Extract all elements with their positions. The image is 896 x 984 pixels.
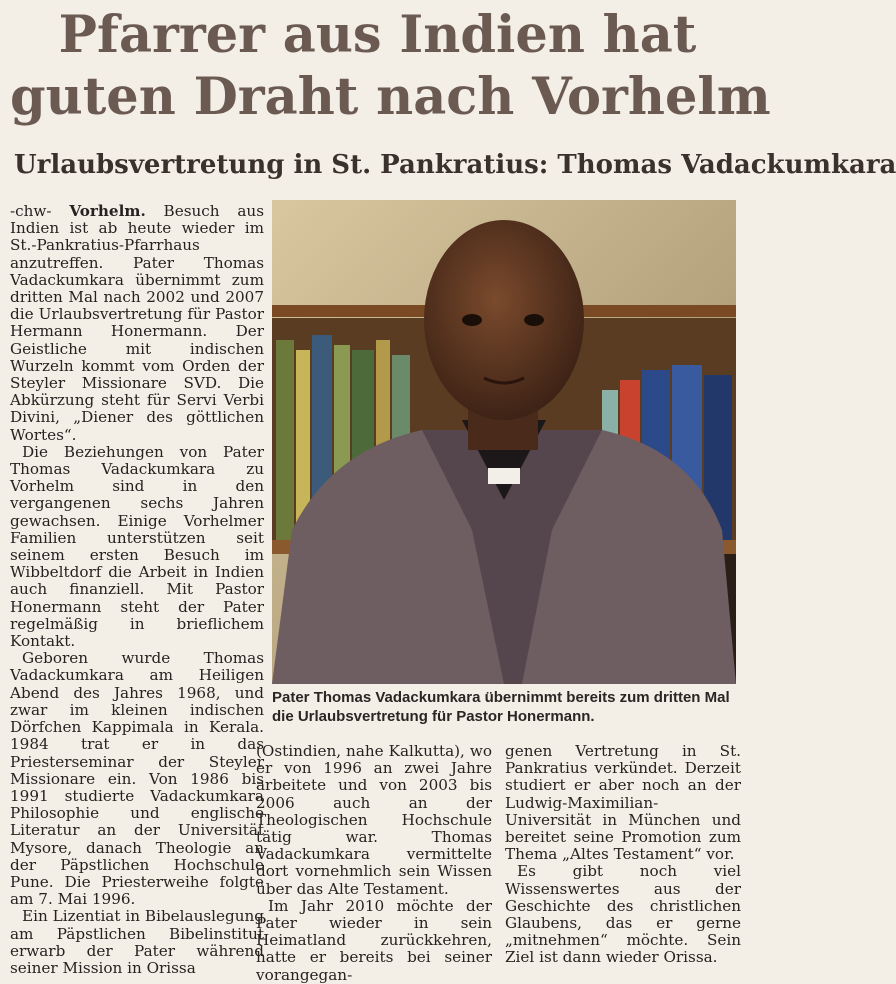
paragraph: genen Vertretung in St. Pankratius verkündet. Derzeit studiert er aber noch an der Ludwig-Maximilian-Universität in München und bereitet seine Promotion zum Thema „Altes Testament“ vor. bbox=[505, 742, 741, 864]
portrait-illustration bbox=[272, 200, 736, 684]
article-column-3 bbox=[505, 743, 741, 967]
paragraph: Im Jahr 2010 möchte der Pater wieder in sein Heimatland zurückkehren, hatte er bereits bei seiner vorangegan- bbox=[256, 896, 492, 984]
paragraph: (Ostindien, nahe Kalkutta), wo er von 1996 an zwei Jahre arbeitete und von 2003 bis 2006 auch an der Theologischen Hochschule tätig war. Thomas Vadackumkara vermittelte dort vornehmlich sein Wissen über das Alte Testament. bbox=[256, 742, 492, 898]
paragraph: Geboren wurde Thomas Vadackumkara am Heiligen Abend des Jahres 1968, und zwar im kleinen indischen Dörfchen Kappimala in Kerala. 1984 trat er in das Priesterseminar der Steyler Missionare ein. Von 1986 bis 1991 studierte Vadackumkara Philosophie und englische Literatur an der Universität Mysore, danach Theologie an der Päpstlichen Hochschule Pune. Die Priesterweihe folgte am 7. Mai 1996. bbox=[10, 649, 264, 909]
headline-line-2: guten Draht nach Vorhelm bbox=[10, 67, 771, 127]
paragraph-text: Besuch aus Indien ist ab heute wieder im St.-Pankratius-Pfarrhaus anzutreffen. Pater Thomas Vadackumkara übernimmt zum dritten Mal nach 2002 und 2007 die Urlaubsvertretung für Pastor Hermann Honermann. Der Geistliche mit indischen Wurzeln kommt vom Orden der Steyler Missionare SVD. Die Abkürzung steht für Servi Verbi Divini, „Diener des göttlichen Wortes“. bbox=[10, 202, 264, 444]
dateline-author: -chw- bbox=[10, 202, 52, 220]
article-column-1 bbox=[10, 203, 264, 977]
dateline-place: Vorhelm. bbox=[69, 202, 146, 220]
subheadline: Urlaubsvertretung in St. Pankratius: Thomas Vadackumkara bbox=[14, 150, 896, 180]
photo-caption: Pater Thomas Vadackumkara übernimmt bereits zum dritten Mal die Urlaubsvertretung für Pastor Honermann. bbox=[272, 689, 730, 725]
paragraph bbox=[10, 203, 264, 444]
paragraph: Es gibt noch viel Wissenswertes aus der Geschichte des christlichen Glaubens, das er gerne „mitnehmen“ möchte. Sein Ziel ist dann wieder Orissa. bbox=[505, 862, 741, 967]
headline bbox=[10, 4, 771, 128]
portrait-photo bbox=[272, 200, 736, 684]
article-column-2 bbox=[256, 743, 492, 984]
headline-line-1: Pfarrer aus Indien hat bbox=[58, 5, 697, 65]
paragraph: Die Beziehungen von Pater Thomas Vadackumkara zu Vorhelm sind in den vergangenen sechs Jahren gewachsen. Einige Vorhelmer Familien unterstützen seit seinem ersten Besuch im Wibbeltdorf die Arbeit in Indien auch finanziell. Mit Pastor Honermann steht der Pater regelmäßig in brieflichem Kontakt. bbox=[10, 442, 264, 651]
paragraph: Ein Lizentiat in Bibelauslegung am Päpstlichen Bibelinstitut erwarb der Pater während seiner Mission in Orissa bbox=[10, 907, 264, 977]
